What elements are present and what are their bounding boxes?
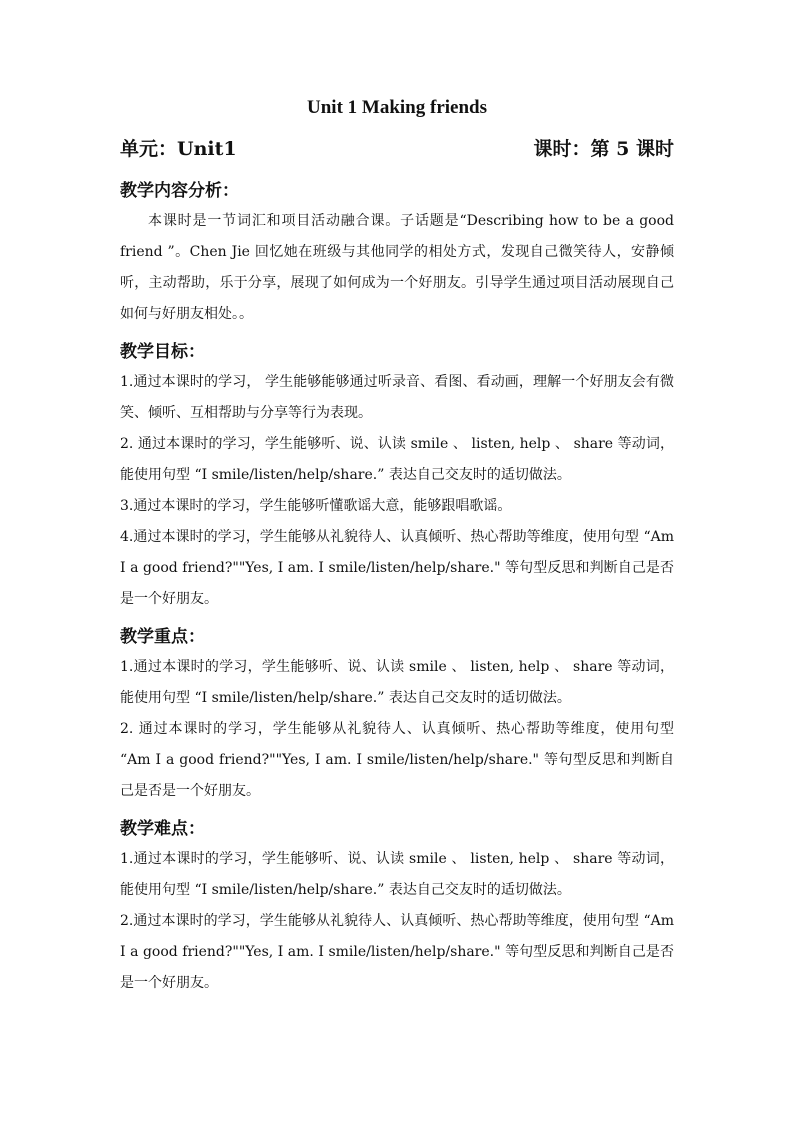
objective-item: 3.通过本课时的学习，学生能够听懂歌谣大意，能够跟唱歌谣。 — [120, 498, 512, 514]
objectives-heading: 教学目标： — [120, 342, 205, 362]
objective-item: 4.通过本课时的学习，学生能够从礼貌待人、认真倾听、热心帮助等维度，使用句型 “Am I a good friend?""Yes, I am. I smile/listen/help/share." 等句型反思和判断自己是否是一个好朋友。 — [120, 529, 674, 607]
difficult-points-heading: 教学难点： — [120, 819, 205, 839]
key-point-item: 2. 通过本课时的学习，学生能够从礼貌待人、认真倾听、热心帮助等维度，使用句型 “Am I a good friend?""Yes, I am. I smile/listen/help/share." 等句型反思和判断自己是否是一个好朋友。 — [120, 721, 674, 799]
document-title: Unit 1 Making friends — [307, 97, 487, 118]
lesson-label: 课时：第 5 课时 — [533, 138, 674, 160]
key-point-item: 1.通过本课时的学习，学生能够听、说、认读 smile 、 listen, help 、 share 等动词，能使用句型 “I smile/listen/help/share.” 表达自己交友时的适切做法。 — [120, 659, 674, 706]
difficult-points-list — [120, 844, 674, 999]
objective-item: 2. 通过本课时的学习，学生能够听、说、认读 smile 、 listen, help 、 share 等动词，能使用句型 “I smile/listen/help/share.” 表达自己交友时的适切做法。 — [120, 436, 674, 483]
key-points-heading: 教学重点： — [120, 627, 205, 647]
unit-label: 单元：Unit1 — [120, 138, 237, 160]
key-points-list — [120, 652, 674, 807]
meta-row — [120, 134, 674, 160]
content-analysis-heading: 教学内容分析： — [120, 181, 239, 201]
content-analysis-body: 本课时是一节词汇和项目活动融合课。子话题是“Describing how to be a good friend ”。Chen Jie 回忆她在班级与其他同学的相处方式，发现自己微笑待人，安静倾听，主动帮助，乐于分享，展现了如何成为一个好朋友。引导学生通过项目活动展现自己如何与好朋友相处。。 — [120, 213, 674, 322]
objective-item: 1.通过本课时的学习， 学生能够能够通过听录音、看图、看动画，理解一个好朋友会有微笑、倾听、互相帮助与分享等行为表现。 — [120, 374, 674, 421]
difficult-point-item: 1.通过本课时的学习，学生能够听、说、认读 smile 、 listen, help 、 share 等动词，能使用句型 “I smile/listen/help/share.” 表达自己交友时的适切做法。 — [120, 851, 674, 898]
difficult-point-item: 2.通过本课时的学习，学生能够从礼貌待人、认真倾听、热心帮助等维度，使用句型 “Am I a good friend?""Yes, I am. I smile/listen/help/share." 等句型反思和判断自己是否是一个好朋友。 — [120, 913, 674, 991]
objectives-list — [120, 367, 674, 615]
